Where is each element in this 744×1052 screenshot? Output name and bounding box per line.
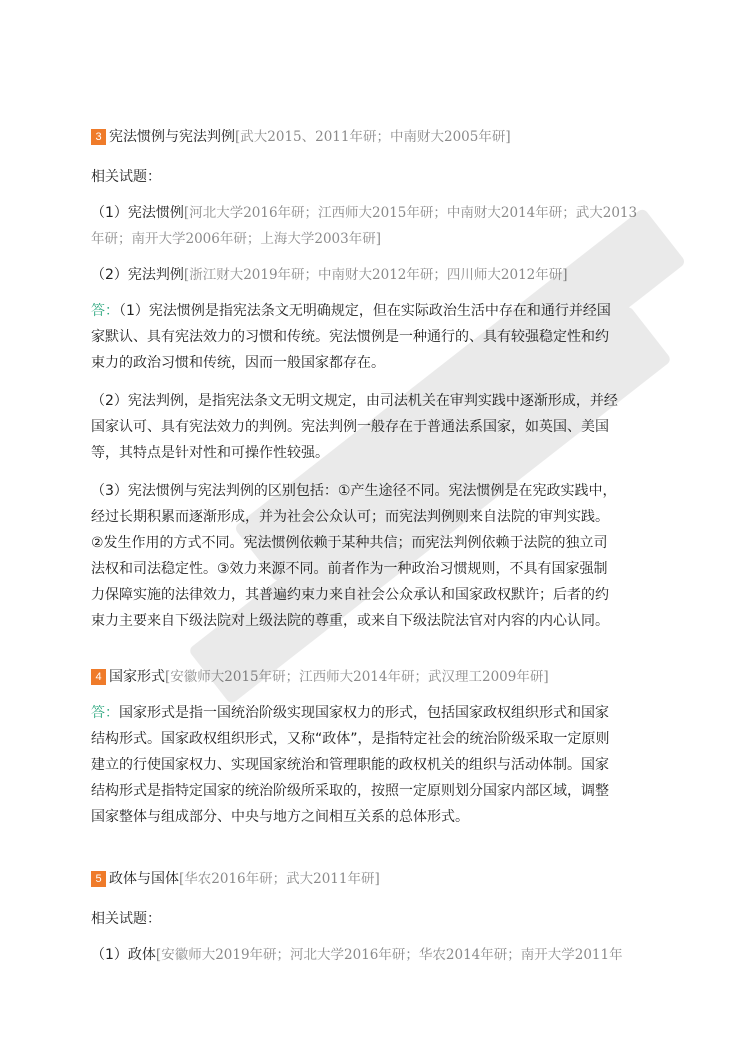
answer-line: （2）宪法判例，是指宪法条文无明文规定，由司法机关在审判实践中逐渐形成，并经 [91, 393, 618, 409]
answer-line: 法权和司法稳定性。③效力来源不同。前者作为一种政治习惯规则，不具有国家强制 [91, 561, 608, 577]
answer-paragraph-3 [91, 478, 653, 634]
related-question-2 [91, 262, 653, 288]
answer-line: 结构形式。国家政权组织形式，又称“政体”，是指特定社会的统治阶级采取一定原则 [91, 731, 610, 747]
answer-line: （1）宪法惯例是指宪法条文无明确规定，但在实际政治生活中存在和通行并经国 [119, 303, 611, 319]
answer-line: 经过长期积累而逐渐形成，并为社会公众认可；而宪法判例则来自法院的审判实践。 [91, 509, 609, 525]
section-heading-5 [91, 866, 653, 892]
section-source: [华农2016年研；武大2011年研] [179, 871, 380, 887]
answer-paragraph-2 [91, 388, 653, 466]
answer-line: 力保障实施的法律效力，其普遍约束力来自社会公众承认和国家政权默许；后者的约 [91, 587, 609, 603]
answer-label: 答： [91, 303, 119, 319]
question-source-cont: 年研；南开大学2006年研；上海大学2003年研] [91, 231, 381, 247]
related-question-1 [91, 942, 653, 968]
answer-line: 家默认、具有宪法效力的习惯和传统。宪法惯例是一种通行的、具有较强稳定性和约 [91, 329, 609, 345]
section-title: 宪法惯例与宪法判例 [109, 129, 235, 145]
section-number-badge: 5 [91, 871, 106, 887]
question-text: （1）宪法惯例 [91, 205, 184, 221]
answer-line: 结构形式是指特定国家的统治阶级所采取的，按照一定原则划分国家内部区域，调整 [91, 783, 609, 799]
section-title: 政体与国体 [109, 871, 179, 887]
section-number-badge: 4 [91, 669, 106, 685]
answer-line: 等，其特点是针对性和可操作性较强。 [91, 445, 329, 461]
question-source: [河北大学2016年研；江西师大2015年研；中南财大2014年研；武大2013 [183, 205, 638, 221]
question-source: [安徽师大2019年研；河北大学2016年研；华农2014年研；南开大学2011年 [155, 947, 623, 963]
answer-line: ②发生作用的方式不同。宪法惯例依赖于某种共信；而宪法判例依赖于法院的独立司 [91, 535, 608, 551]
section-number-badge: 3 [91, 129, 106, 145]
answer-line: 国家整体与组成部分、中央与地方之间相互关系的总体形式。 [91, 809, 469, 825]
related-question-1 [91, 200, 653, 226]
related-questions-label: 相关试题： [91, 169, 161, 185]
page-content [91, 124, 653, 968]
answer-line: 束力主要来自下级法院对上级法院的尊重，或来自下级法院法官对内容的内心认同。 [91, 613, 609, 629]
section-heading-3 [91, 124, 653, 150]
answer-line: 建立的行使国家权力、实现国家统治和管理职能的政权机关的组织与活动体制。国家 [91, 757, 609, 773]
question-source: [浙江财大2019年研；中南财大2012年研；四川师大2012年研] [183, 267, 568, 283]
question-text: （2）宪法判例 [91, 267, 184, 283]
section-source: [武大2015、2011年研；中南财大2005年研] [235, 129, 511, 145]
section-heading-4 [91, 664, 653, 690]
answer-line: 束力的政治习惯和传统，因而一般国家都存在。 [91, 355, 385, 371]
related-question-1-cont [91, 226, 653, 252]
answer-line: 国家形式是指一国统治阶级实现国家权力的形式，包括国家政权组织形式和国家 [119, 705, 609, 721]
section-title: 国家形式 [109, 669, 165, 685]
section-source: [安徽师大2015年研；江西师大2014年研；武汉理工2009年研] [165, 669, 549, 685]
answer-paragraph-1 [91, 298, 653, 376]
answer-line: 国家认可、具有宪法效力的判例。宪法判例一般存在于普通法系国家，如英国、美国 [91, 419, 609, 435]
question-text: （1）政体 [91, 947, 156, 963]
answer-line: （3）宪法惯例与宪法判例的区别包括：①产生途径不同。宪法惯例是在宪政实践中， [91, 483, 617, 499]
answer-label: 答： [91, 705, 119, 721]
related-questions-label: 相关试题： [91, 911, 161, 927]
answer-paragraph-4 [91, 700, 653, 830]
